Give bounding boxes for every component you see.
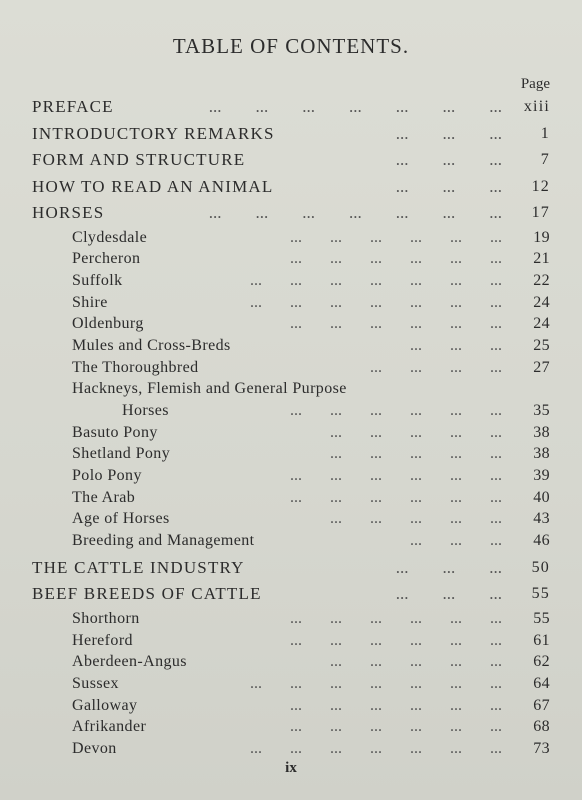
toc-entry-page: 17 [531, 204, 550, 221]
toc-leader-dots: ... ... ... [395, 584, 502, 604]
toc-entry-title: HORSES [32, 203, 105, 222]
toc-leader-dots: ... ... ... ... ... ... [290, 696, 502, 714]
toc-entry-title: Afrikander [72, 718, 147, 736]
toc-entry-page: 46 [533, 532, 550, 550]
toc-leader-dots: ... ... ... ... ... ... [290, 631, 502, 649]
toc-leader-dots: ... ... ... [395, 123, 502, 143]
toc-entry-title: THE CATTLE INDUSTRY [32, 557, 245, 577]
toc-entry-title: Clydesdale [72, 228, 148, 246]
toc-leader-dots: ... ... ... ... ... [330, 445, 502, 463]
toc-entry[interactable] [32, 422, 550, 444]
toc-entry[interactable] [32, 313, 550, 335]
toc-leader-dots: ... ... ... ... ... ... [290, 250, 502, 268]
toc-entry[interactable] [32, 581, 550, 608]
toc-entry-page: 40 [533, 488, 550, 506]
toc-entry-page: 38 [533, 445, 550, 463]
toc-entry-title: Aberdeen-Angus [72, 653, 187, 671]
toc-entry[interactable] [32, 465, 550, 487]
toc-entry-page: 43 [533, 510, 550, 528]
toc-entry-page: 61 [533, 631, 550, 649]
toc-entry-title: Shire [72, 293, 108, 311]
toc-entry-title: Devon [72, 739, 117, 757]
toc-leader-dots: ... ... ... ... ... ... [290, 488, 502, 506]
toc-entry[interactable] [32, 94, 550, 121]
toc-entry-page: 21 [533, 250, 550, 268]
toc-entry-page: 68 [533, 718, 550, 736]
toc-leader-dots: ... ... ... ... ... ... ... [208, 203, 502, 222]
toc-entry[interactable] [32, 174, 550, 201]
toc-entry-title: Shorthorn [72, 609, 140, 627]
toc-entry[interactable] [32, 400, 550, 422]
toc-leader-dots: ... ... ... ... ... ... [290, 718, 502, 736]
toc-entry[interactable] [32, 200, 550, 227]
toc-entry-title: Shetland Pony [72, 445, 171, 463]
toc-entry-title: Polo Pony [72, 467, 142, 485]
toc-entry-title: Basuto Pony [72, 423, 158, 441]
toc-leader-dots: ... ... ... ... ... ... [290, 609, 502, 627]
toc-entry[interactable] [32, 673, 550, 695]
toc-entry-page: 50 [531, 558, 550, 576]
toc-entry-page: 62 [533, 653, 550, 671]
toc-entry-title: Horses [122, 402, 169, 419]
toc-entry-title: HOW TO READ AN ANIMAL [32, 176, 274, 196]
toc-leader-dots: ... ... ... ... ... ... ... [250, 739, 502, 757]
toc-entry-page: 7 [540, 151, 550, 168]
toc-entry[interactable] [32, 378, 550, 400]
toc-entry[interactable] [32, 270, 550, 292]
toc-entry[interactable] [32, 555, 550, 582]
toc-entry-page: 55 [533, 609, 550, 627]
toc-entry-page: 12 [531, 177, 550, 195]
toc-entry-page: 19 [533, 228, 550, 246]
toc-entry-title: Hackneys, Flemish and General Purpose [72, 380, 347, 398]
toc-entry[interactable] [32, 695, 550, 717]
toc-leader-dots: ... ... ... ... ... ... ... [250, 293, 502, 311]
toc-leader-dots: ... ... ... ... ... [330, 510, 502, 528]
toc-leader-dots: ... ... ... [410, 532, 502, 550]
page-number-footer: ix [285, 760, 297, 776]
toc-leader-dots: ... ... ... ... ... ... [290, 315, 502, 333]
toc-entry-title: Suffolk [72, 271, 123, 289]
toc-entry[interactable] [32, 227, 550, 249]
toc-entry-page: 38 [533, 423, 550, 441]
toc-entry[interactable] [32, 292, 550, 314]
page-title: TABLE OF CONTENTS. [172, 34, 410, 58]
toc-entry[interactable] [32, 530, 550, 552]
toc-entry-title: Breeding and Management [72, 532, 255, 550]
toc-entry-page: 1 [540, 124, 550, 142]
table-of-contents [32, 94, 550, 760]
toc-entry-page: 55 [531, 585, 550, 603]
toc-entry[interactable] [32, 738, 550, 760]
toc-entry-page: 24 [533, 293, 550, 311]
toc-entry-page: 64 [533, 674, 550, 692]
toc-entry-title: FORM AND STRUCTURE [32, 150, 246, 169]
toc-entry-title: Galloway [72, 696, 138, 714]
toc-entry-title: Sussex [72, 674, 119, 692]
toc-entry-title: Mules and Cross-Breds [72, 336, 231, 354]
toc-entry-title: The Arab [72, 488, 136, 506]
toc-leader-dots: ... ... ... [395, 176, 502, 196]
toc-entry-page: 39 [533, 467, 550, 485]
toc-leader-dots: ... ... ... ... ... ... [290, 402, 502, 419]
toc-entry[interactable] [32, 121, 550, 148]
toc-entry[interactable] [32, 630, 550, 652]
toc-leader-dots: ... ... ... ... ... [330, 653, 502, 671]
toc-entry[interactable] [32, 443, 550, 465]
toc-entry-page: 67 [533, 696, 550, 714]
toc-entry-page: 25 [533, 336, 550, 354]
toc-entry-title: Age of Horses [72, 510, 170, 528]
toc-entry[interactable] [32, 248, 550, 270]
toc-entry-title: INTRODUCTORY REMARKS [32, 123, 275, 143]
toc-entry-title: Oldenburg [72, 315, 144, 333]
toc-leader-dots: ... ... ... ... ... ... ... [250, 674, 502, 692]
toc-leader-dots: ... ... ... ... ... ... [290, 228, 502, 246]
toc-entry[interactable] [32, 508, 550, 530]
toc-leader-dots: ... ... ... ... ... ... [290, 467, 502, 485]
toc-entry-page: 35 [533, 402, 550, 419]
toc-entry-title: The Thoroughbred [72, 358, 199, 376]
toc-entry-page: 24 [533, 315, 550, 333]
toc-entry-page: 27 [533, 358, 550, 376]
toc-entry-title: PREFACE [32, 97, 114, 116]
page-column-label: Page [520, 76, 550, 92]
toc-entry[interactable] [32, 487, 550, 509]
toc-entry[interactable] [32, 357, 550, 379]
toc-entry-title: BEEF BREEDS OF CATTLE [32, 584, 262, 604]
toc-entry[interactable] [32, 651, 550, 673]
toc-leader-dots: ... ... ... ... ... ... ... [208, 97, 502, 116]
toc-leader-dots: ... ... ... [410, 336, 502, 354]
toc-leader-dots: ... ... ... [395, 557, 502, 577]
toc-leader-dots: ... ... ... ... [370, 358, 502, 376]
toc-entry[interactable] [32, 147, 550, 174]
toc-entry-title: Hereford [72, 631, 133, 649]
toc-entry[interactable] [32, 608, 550, 630]
toc-entry-page: xiii [523, 98, 550, 115]
toc-entry-title: Percheron [72, 250, 141, 268]
toc-leader-dots: ... ... ... ... ... ... ... [250, 271, 502, 289]
toc-entry-page: 73 [533, 739, 550, 757]
toc-entry[interactable] [32, 716, 550, 738]
toc-leader-dots: ... ... ... ... ... [330, 423, 502, 441]
toc-entry[interactable] [32, 335, 550, 357]
toc-leader-dots: ... ... ... [395, 150, 502, 169]
toc-entry-page: 22 [533, 271, 550, 289]
